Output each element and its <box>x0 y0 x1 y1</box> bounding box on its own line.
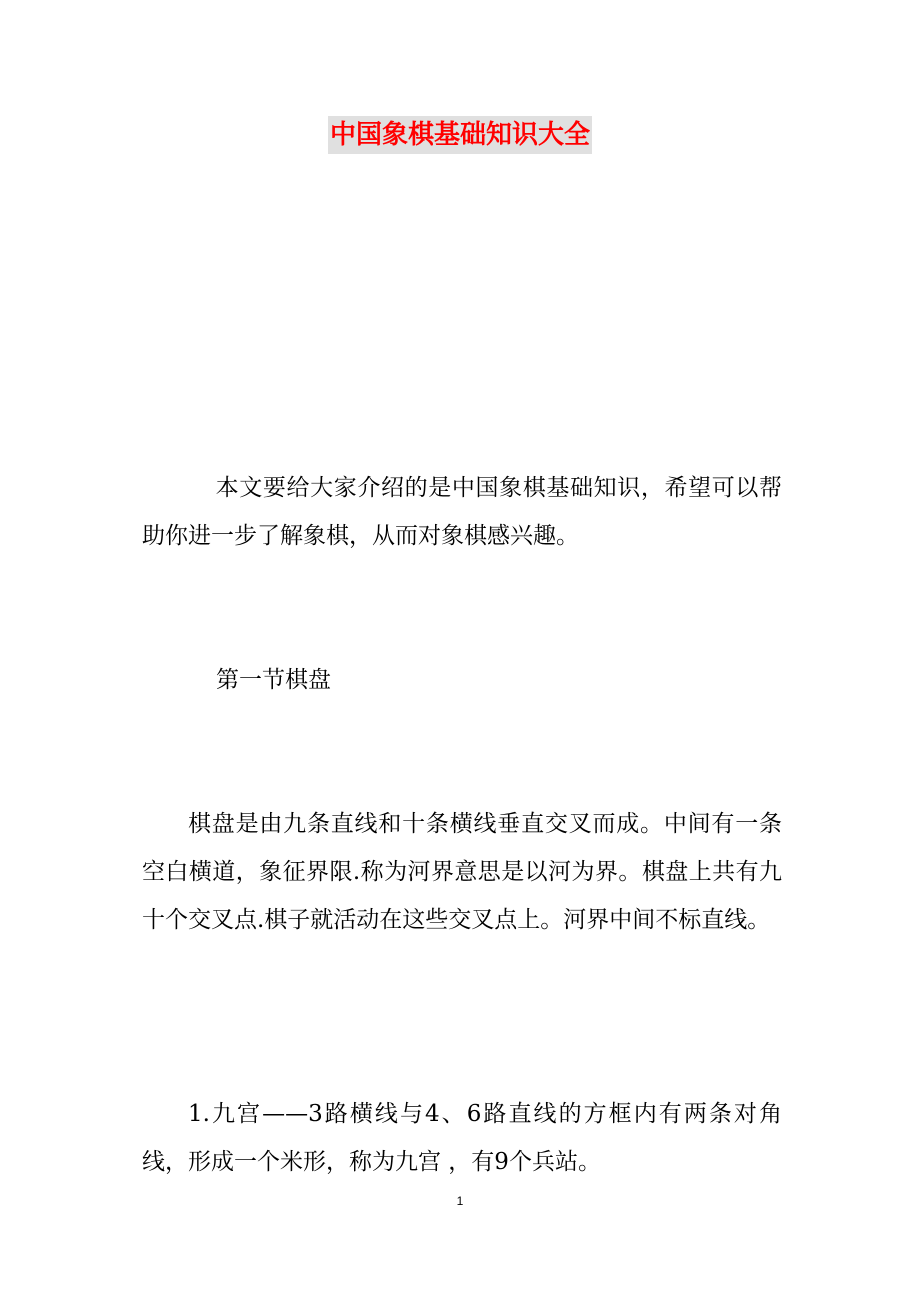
intro-paragraph: 本文要给大家介绍的是中国象棋基础知识，希望可以帮助你进一步了解象棋，从而对象棋感兴趣。 <box>142 475 782 549</box>
palace-paragraph: 1.九宫——3路横线与4、6路直线的方框内有两条对角线，形成一个米形，称为九宫 ，有9个兵站。 <box>142 1101 782 1175</box>
section-heading: 第一节棋盘 <box>216 667 331 693</box>
page-number: 1 <box>456 1194 464 1208</box>
board-description-paragraph: 棋盘是由九条直线和十条横线垂直交叉而成。中间有一条空白横道，象征界限.称为河界意思是以河为界。棋盘上共有九十个交叉点.棋子就活动在这些交叉点上。河界中间不标直线。 <box>142 811 782 933</box>
document-title: 中国象棋基础知识大全 <box>328 116 592 154</box>
title-container <box>0 116 920 154</box>
